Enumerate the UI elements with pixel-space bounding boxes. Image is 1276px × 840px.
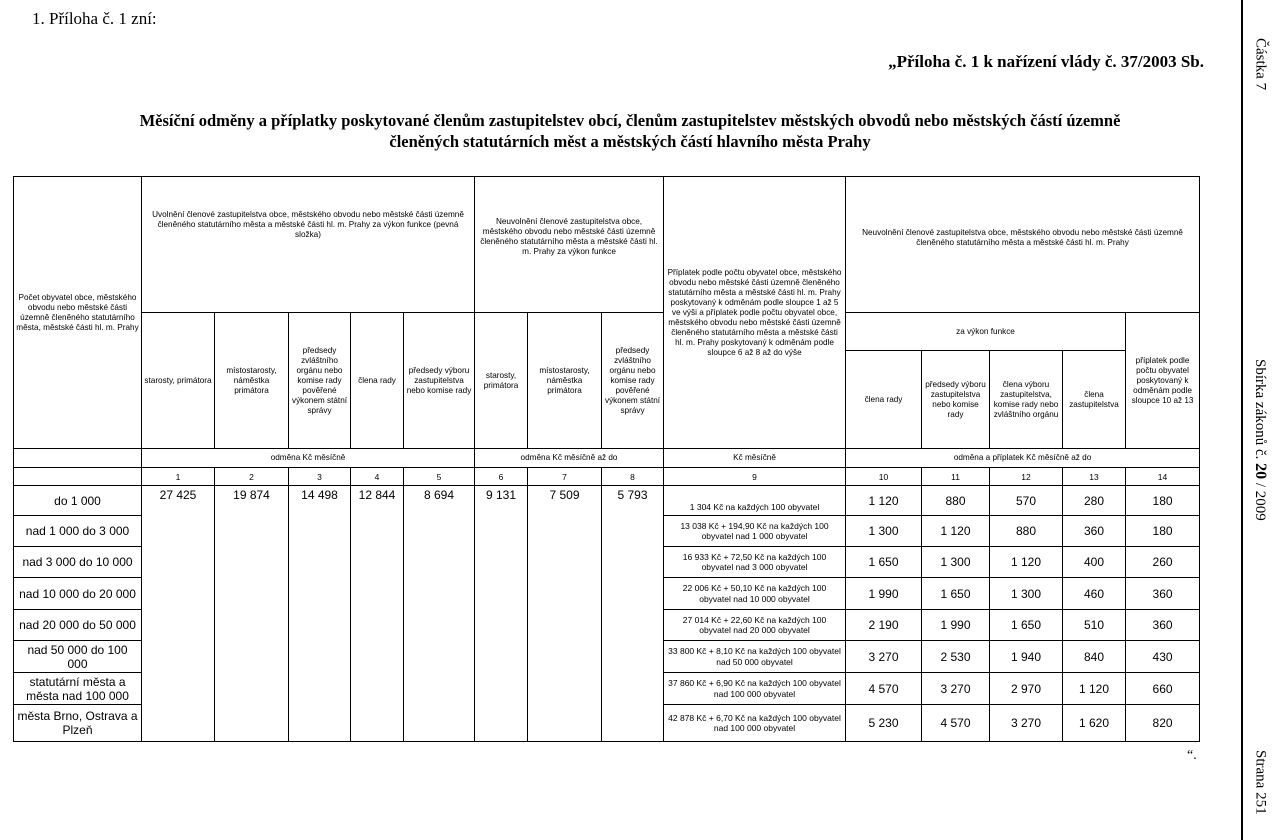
cell-c12: 570 [990, 486, 1063, 516]
cell-c13: 1 620 [1063, 705, 1126, 742]
header-population: Počet obyvatel obce, městského obvodu nebo městské části územně členěného statutárního města, městské části hl. m. Prahy [14, 177, 142, 449]
column-number: 11 [922, 468, 990, 486]
row-population-label: statutární města a města nad 100 000 [14, 673, 142, 705]
sidebar-collection: Sbírka zákonů č. 20 / 2009 [1252, 359, 1269, 521]
document-title [60, 110, 1200, 152]
row-population-label: nad 10 000 do 20 000 [14, 578, 142, 610]
column-number: 8 [602, 468, 664, 486]
title-line-1: Měsíční odměny a příplatky poskytované členům zastupitelstev obcí, členům zastupitelstev městských obvodů nebo městských částí územně [139, 111, 1121, 130]
fixed-fee-c3: 14 498 [289, 486, 351, 742]
num-blank [14, 468, 142, 486]
row-population-label: nad 20 000 do 50 000 [14, 610, 142, 641]
fixed-fee-c4: 12 844 [351, 486, 404, 742]
closing-quote: “. [1187, 748, 1197, 763]
header-performance: za výkon funkce [846, 313, 1126, 351]
cell-c12: 1 650 [990, 610, 1063, 641]
row-population-label: nad 1 000 do 3 000 [14, 516, 142, 547]
supplement-formula: 37 860 Kč + 6,90 Kč na každých 100 obyvatel nad 100 000 obyvatel [664, 673, 846, 705]
header-group-unreleased: Neuvolnění členové zastupitelstva obce, městského obvodu nebo městské části územně členěného statutárního města a městské části hl. m. Prahy za výkon funkce [475, 177, 664, 313]
cell-c14: 820 [1126, 705, 1200, 742]
table-row [14, 486, 1200, 516]
column-number: 2 [215, 468, 289, 486]
cell-c10: 1 990 [846, 578, 922, 610]
header-group-released: Uvolnění členové zastupitelstva obce, městského obvodu nebo městské části územně členěného statutárního města a městské části hl. m. Prahy za výkon funkce (pevná složka) [142, 177, 475, 313]
header-c8: předsedy zvláštního orgánu nebo komise rady pověřené výkonem státní správy [602, 313, 664, 449]
supplement-formula: 33 800 Kč + 8,10 Kč na každých 100 obyvatel nad 50 000 obyvatel [664, 641, 846, 673]
fixed-fee-c8: 5 793 [602, 486, 664, 742]
row-population-label: nad 50 000 do 100 000 [14, 641, 142, 673]
cell-c13: 840 [1063, 641, 1126, 673]
cell-c11: 1 990 [922, 610, 990, 641]
column-number: 9 [664, 468, 846, 486]
header-c13: člena zastupitelstva [1063, 351, 1126, 449]
row-population-label: města Brno, Ostrava a Plzeň [14, 705, 142, 742]
header-c10: člena rady [846, 351, 922, 449]
header-c4: člena rady [351, 313, 404, 449]
supplement-formula: 16 933 Kč + 72,50 Kč na každých 100 obyvatel nad 3 000 obyvatel [664, 547, 846, 578]
header-col9: Příplatek podle počtu obyvatel obce, městského obvodu nebo městské části územně členěného statutárního města a městské části hl. m. Prahy poskytovaný k odměnám podle sloupce 1 až 5 ve výši a příplatek podle počtu obyvatel obce, městského obvodu nebo městské části územně členěného statutárního města a městské části hl. m. Prahy poskytovaný k odměnám podle sloupce 6 až 8 až do výše [664, 177, 846, 449]
fixed-fee-c2: 19 874 [215, 486, 289, 742]
cell-c11: 4 570 [922, 705, 990, 742]
column-number: 7 [528, 468, 602, 486]
header-c6: starosty, primátora [475, 313, 528, 449]
cell-c14: 360 [1126, 578, 1200, 610]
header-c14: příplatek podle počtu obyvatel poskytovaný k odměnám podle sloupce 10 až 13 [1126, 313, 1200, 449]
unit-monthly: odměna Kč měsíčně [142, 449, 475, 468]
cell-c13: 360 [1063, 516, 1126, 547]
fixed-fee-c7: 7 509 [528, 486, 602, 742]
supplement-formula: 22 006 Kč + 50,10 Kč na každých 100 obyvatel nad 10 000 obyvatel [664, 578, 846, 610]
cell-c14: 180 [1126, 486, 1200, 516]
sidebar-rule [1241, 0, 1243, 840]
header-c1: starosty, primátora [142, 313, 215, 449]
supplement-formula: 1 304 Kč na každých 100 obyvatel [664, 486, 846, 516]
column-number: 4 [351, 468, 404, 486]
column-number: 13 [1063, 468, 1126, 486]
header-c12: člena výboru zastupitelstva, komise rady nebo zvláštního orgánu [990, 351, 1063, 449]
title-line-2: členěných statutárních měst a městských částí hlavního města Prahy [389, 132, 871, 151]
cell-c12: 1 300 [990, 578, 1063, 610]
cell-c10: 1 650 [846, 547, 922, 578]
intro-line: 1. Příloha č. 1 zní: [32, 9, 157, 28]
cell-c10: 1 120 [846, 486, 922, 516]
column-number: 1 [142, 468, 215, 486]
cell-c13: 460 [1063, 578, 1126, 610]
unit-fee-supplement: odměna a příplatek Kč měsíčně až do [846, 449, 1200, 468]
row-population-label: do 1 000 [14, 486, 142, 516]
column-number: 3 [289, 468, 351, 486]
cell-c10: 5 230 [846, 705, 922, 742]
header-c5: předsedy výboru zastupitelstva nebo komise rady [404, 313, 475, 449]
cell-c10: 3 270 [846, 641, 922, 673]
column-number: 10 [846, 468, 922, 486]
fixed-fee-c1: 27 425 [142, 486, 215, 742]
cell-c12: 1 120 [990, 547, 1063, 578]
row-population-label: nad 3 000 do 10 000 [14, 547, 142, 578]
cell-c13: 510 [1063, 610, 1126, 641]
header-group-unreleased-2: Neuvolnění členové zastupitelstva obce, městského obvodu nebo městské části územně členěného statutárního města a městské části hl. m. Prahy [846, 177, 1200, 313]
supplement-formula: 27 014 Kč + 22,60 Kč na každých 100 obyvatel nad 20 000 obyvatel [664, 610, 846, 641]
unit-kc-monthly: Kč měsíčně [664, 449, 846, 468]
cell-c14: 660 [1126, 673, 1200, 705]
cell-c11: 1 300 [922, 547, 990, 578]
cell-c11: 1 650 [922, 578, 990, 610]
header-c2: místostarosty, náměstka primátora [215, 313, 289, 449]
cell-c10: 4 570 [846, 673, 922, 705]
sidebar-page: Strana 251 [1252, 749, 1269, 815]
sidebar-issue: Částka 7 [1252, 37, 1269, 91]
cell-c14: 360 [1126, 610, 1200, 641]
cell-c11: 3 270 [922, 673, 990, 705]
cell-c12: 1 940 [990, 641, 1063, 673]
cell-c13: 280 [1063, 486, 1126, 516]
cell-c11: 880 [922, 486, 990, 516]
cell-c11: 1 120 [922, 516, 990, 547]
cell-c11: 2 530 [922, 641, 990, 673]
supplement-formula: 13 038 Kč + 194,90 Kč na každých 100 obyvatel nad 1 000 obyvatel [664, 516, 846, 547]
cell-c10: 1 300 [846, 516, 922, 547]
column-number: 14 [1126, 468, 1200, 486]
cell-c14: 180 [1126, 516, 1200, 547]
annex-reference: „Příloha č. 1 k nařízení vlády č. 37/2003 Sb. [888, 52, 1204, 71]
cell-c13: 1 120 [1063, 673, 1126, 705]
header-c7: místostarosty, náměstka primátora [528, 313, 602, 449]
cell-c12: 3 270 [990, 705, 1063, 742]
fixed-fee-c6: 9 131 [475, 486, 528, 742]
unit-blank [14, 449, 142, 468]
remuneration-table [13, 176, 1200, 742]
column-number: 12 [990, 468, 1063, 486]
cell-c10: 2 190 [846, 610, 922, 641]
header-c3: předsedy zvláštního orgánu nebo komise rady pověřené výkonem státní správy [289, 313, 351, 449]
column-number: 5 [404, 468, 475, 486]
cell-c14: 260 [1126, 547, 1200, 578]
cell-c12: 2 970 [990, 673, 1063, 705]
cell-c13: 400 [1063, 547, 1126, 578]
cell-c14: 430 [1126, 641, 1200, 673]
cell-c12: 880 [990, 516, 1063, 547]
fixed-fee-c5: 8 694 [404, 486, 475, 742]
unit-monthly-up-to: odměna Kč měsíčně až do [475, 449, 664, 468]
header-c11: předsedy výboru zastupitelstva nebo komise rady [922, 351, 990, 449]
supplement-formula: 42 878 Kč + 6,70 Kč na každých 100 obyvatel nad 100 000 obyvatel [664, 705, 846, 742]
column-number: 6 [475, 468, 528, 486]
